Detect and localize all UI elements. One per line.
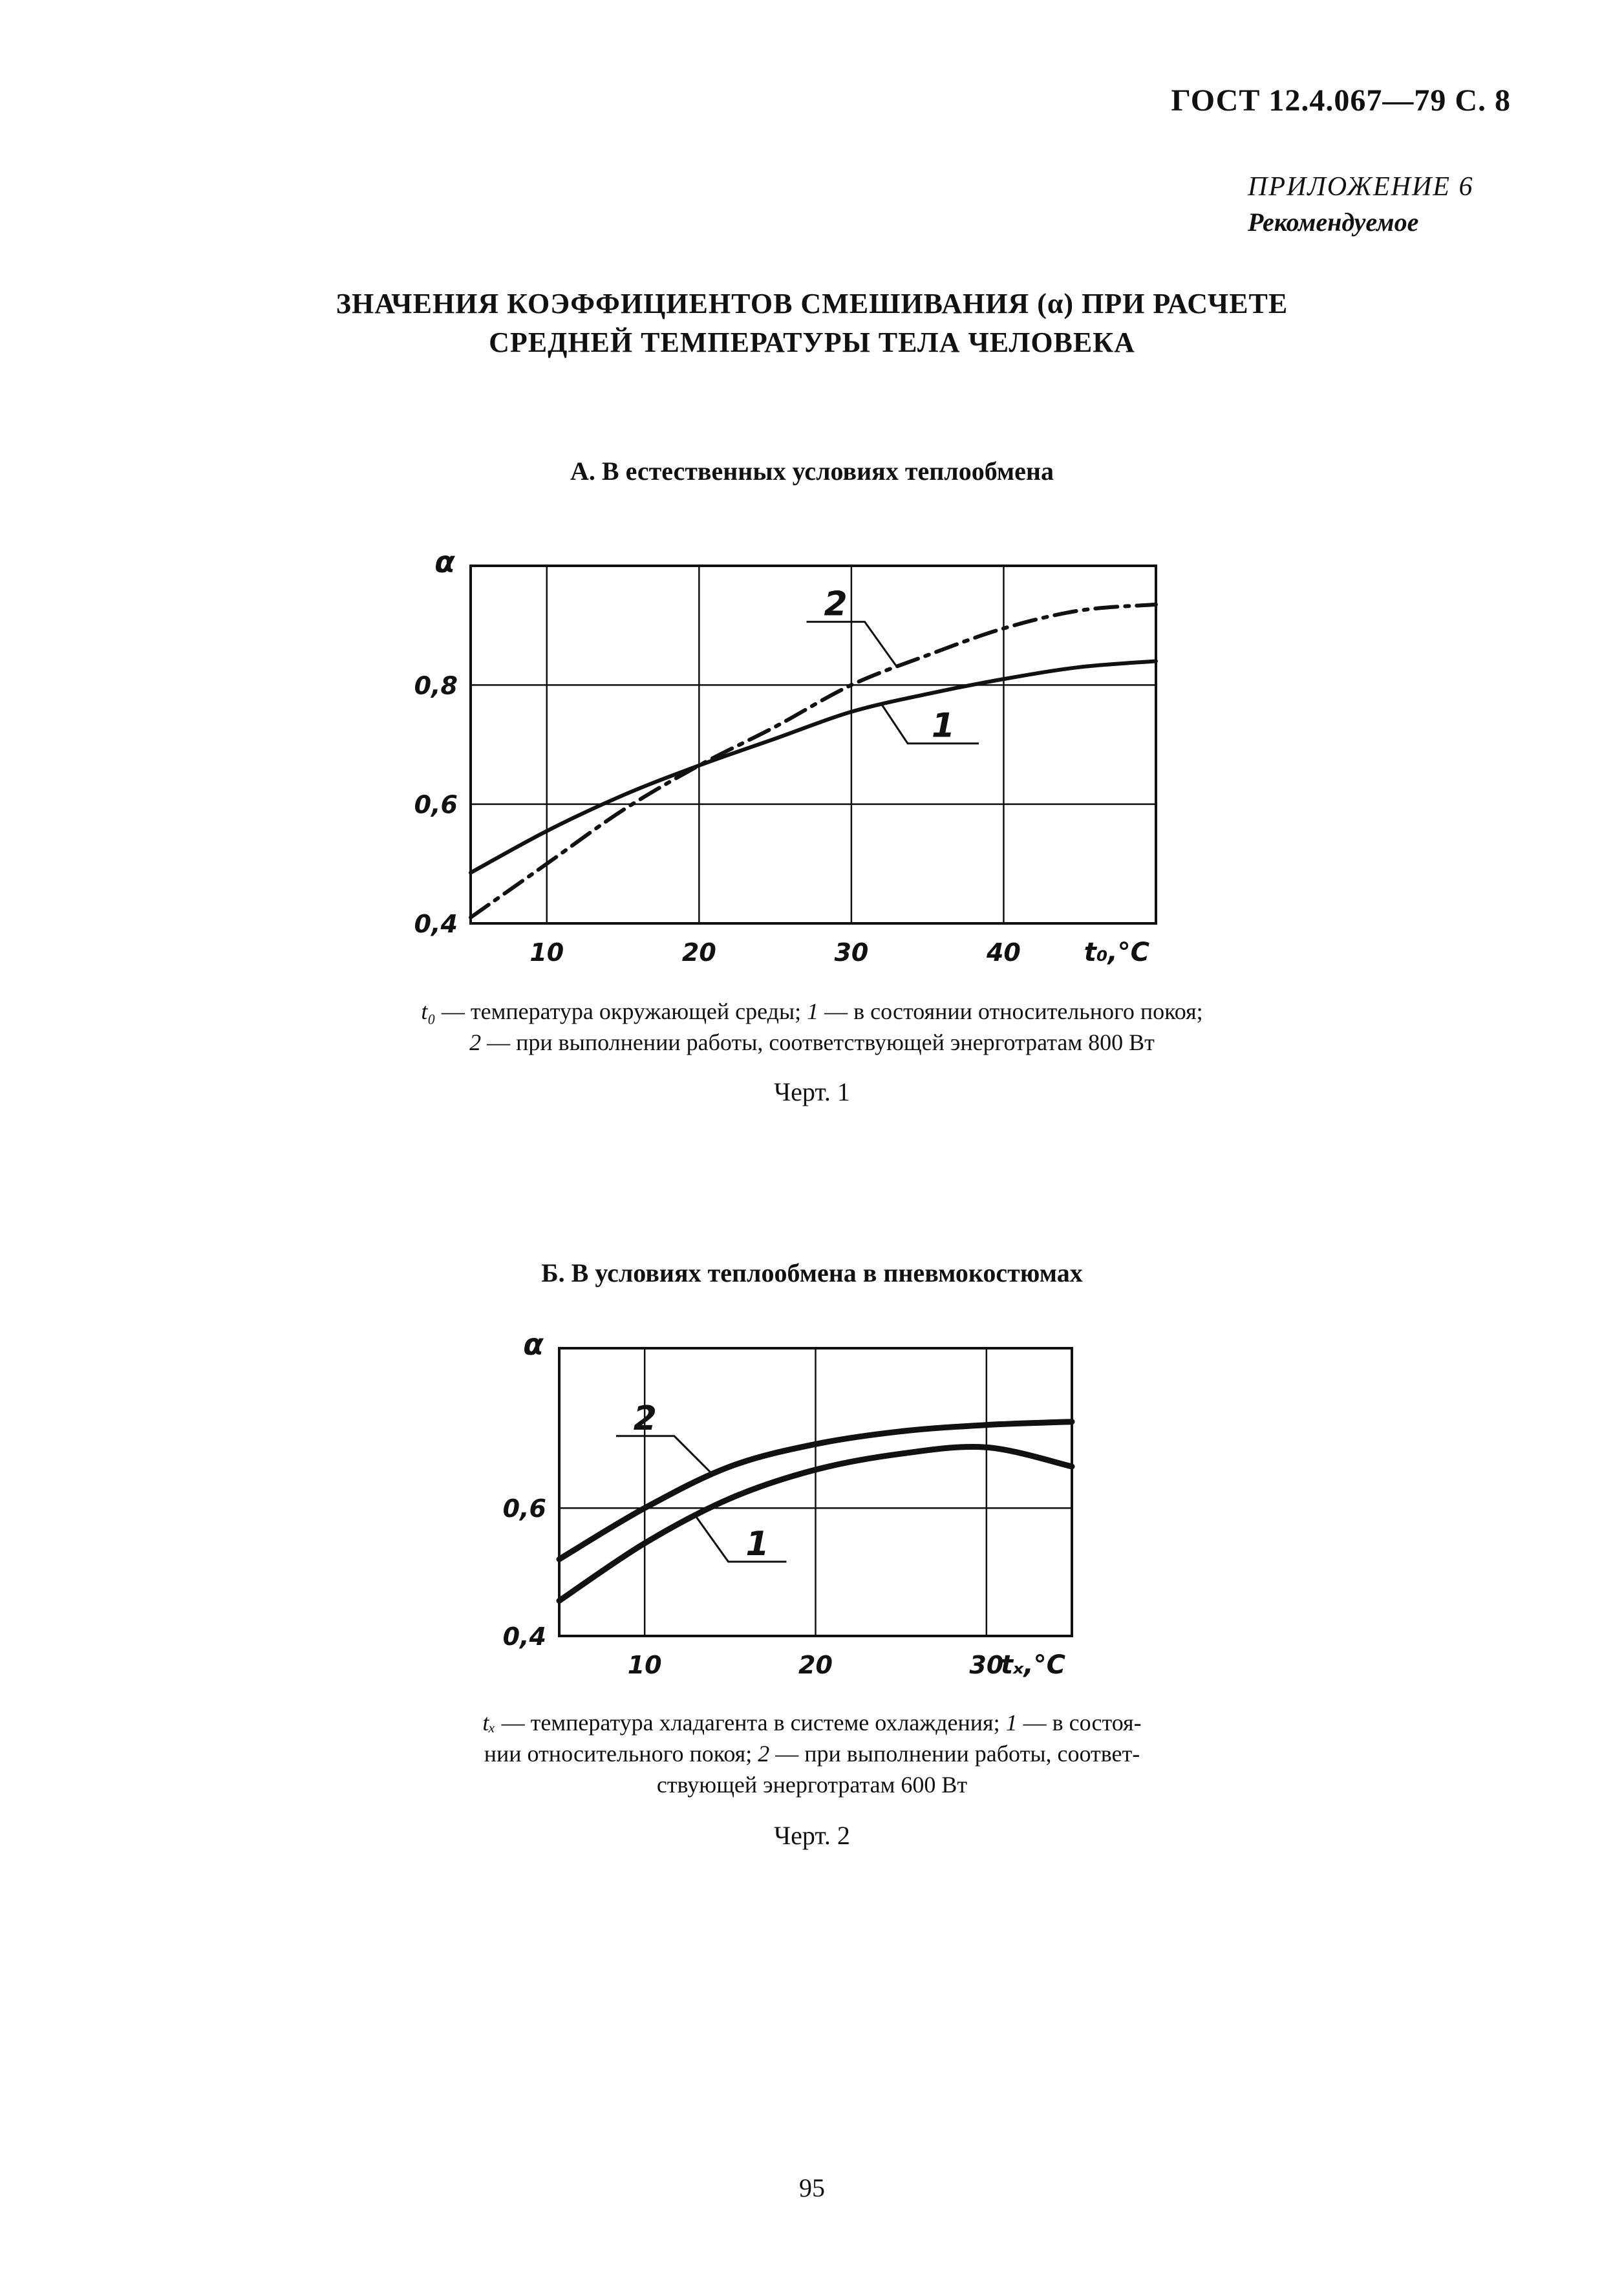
chart-1-xtick-1: 20 [681,938,716,967]
chart-2-xtick-0: 10 [627,1651,662,1679]
chart-2-xtick-1: 20 [798,1651,833,1679]
chart-1-xtick-3: 40 [986,938,1021,967]
chart-1 [414,544,1156,967]
appendix-label: ПРИЛОЖЕНИЕ 6 [1248,172,1474,202]
title-line-2: СРЕДНЕЙ ТЕМПЕРАТУРЫ ТЕЛА ЧЕЛОВЕКА [489,327,1135,358]
section-a-caption-line-1: t₀ — температура окружающей среды; 1 — в состоянии относительного покоя; [421,998,1203,1024]
section-a-caption [0,996,1624,1058]
chart-2-curve-label-2: 2 [633,1399,657,1438]
chart-2-ytick-0: 0,4 [502,1622,546,1651]
chart-1-xlabel: t₀,°C [1084,938,1149,967]
chart-2 [503,1327,1072,1680]
chart-1-ytick-1: 0,6 [414,790,458,819]
chart-1-xtick-0: 10 [529,938,564,967]
chart-1-series-2 [471,605,1156,918]
chart-2-curve-label-1: 1 [745,1525,769,1564]
caption-symbol: t₀ [421,998,436,1024]
section-b-caption [0,1707,1624,1800]
chart-1-leader-1 [882,705,979,744]
chart-2-xlabel: tₓ,°C [1000,1650,1065,1680]
chart-2-leader-2 [616,1436,713,1475]
document-header: ГОСТ 12.4.067—79 С. 8 [1171,83,1511,118]
chart-1-ytick-0: 0,4 [414,910,458,938]
page-number: 95 [799,2173,825,2202]
chart-1-curve-label-1: 1 [931,706,956,746]
chart-2-leader-1 [696,1516,786,1562]
chart-1-xtick-2: 30 [834,938,869,967]
section-a-heading: А. В естественных условиях теплообмена [570,457,1054,486]
figure-2-label: Черт. 2 [774,1821,850,1850]
section-b-caption-line-3: ствующей энерготратам 600 Вт [656,1772,968,1798]
title-line-1: ЗНАЧЕНИЯ КОЭФФИЦИЕНТОВ СМЕШИВАНИЯ (α) ПРИ РАСЧЕТЕ [336,288,1288,319]
appendix-status: Рекомендуемое [1248,208,1419,237]
section-b-caption-line-2: нии относительного покоя; 2 — при выполнении работы, соответ- [484,1741,1140,1767]
figure-1-label: Черт. 1 [774,1077,850,1106]
chart-1-curve-label-2: 2 [824,585,848,624]
chart-1-ytick-2: 0,8 [414,671,458,700]
section-b-caption-line-1: tₓ — температура хладагента в системе охлаждения; 1 — в состоя- [482,1710,1142,1736]
section-a-caption-line-2: 2 — при выполнении работы, соответствующей энерготратам 800 Вт [469,1029,1155,1055]
section-b-heading: Б. В условиях теплообмена в пневмокостюмах [541,1258,1083,1287]
chart-2-xtick-2: 30 [969,1651,1004,1679]
chart-1-ylabel: α [434,544,455,579]
chart-1-series-1 [471,661,1156,872]
chart-1-frame [471,566,1156,923]
chart-2-ylabel: α [523,1327,544,1362]
chart-2-ytick-1: 0,6 [502,1494,546,1523]
caption-symbol: tₓ [482,1710,496,1736]
